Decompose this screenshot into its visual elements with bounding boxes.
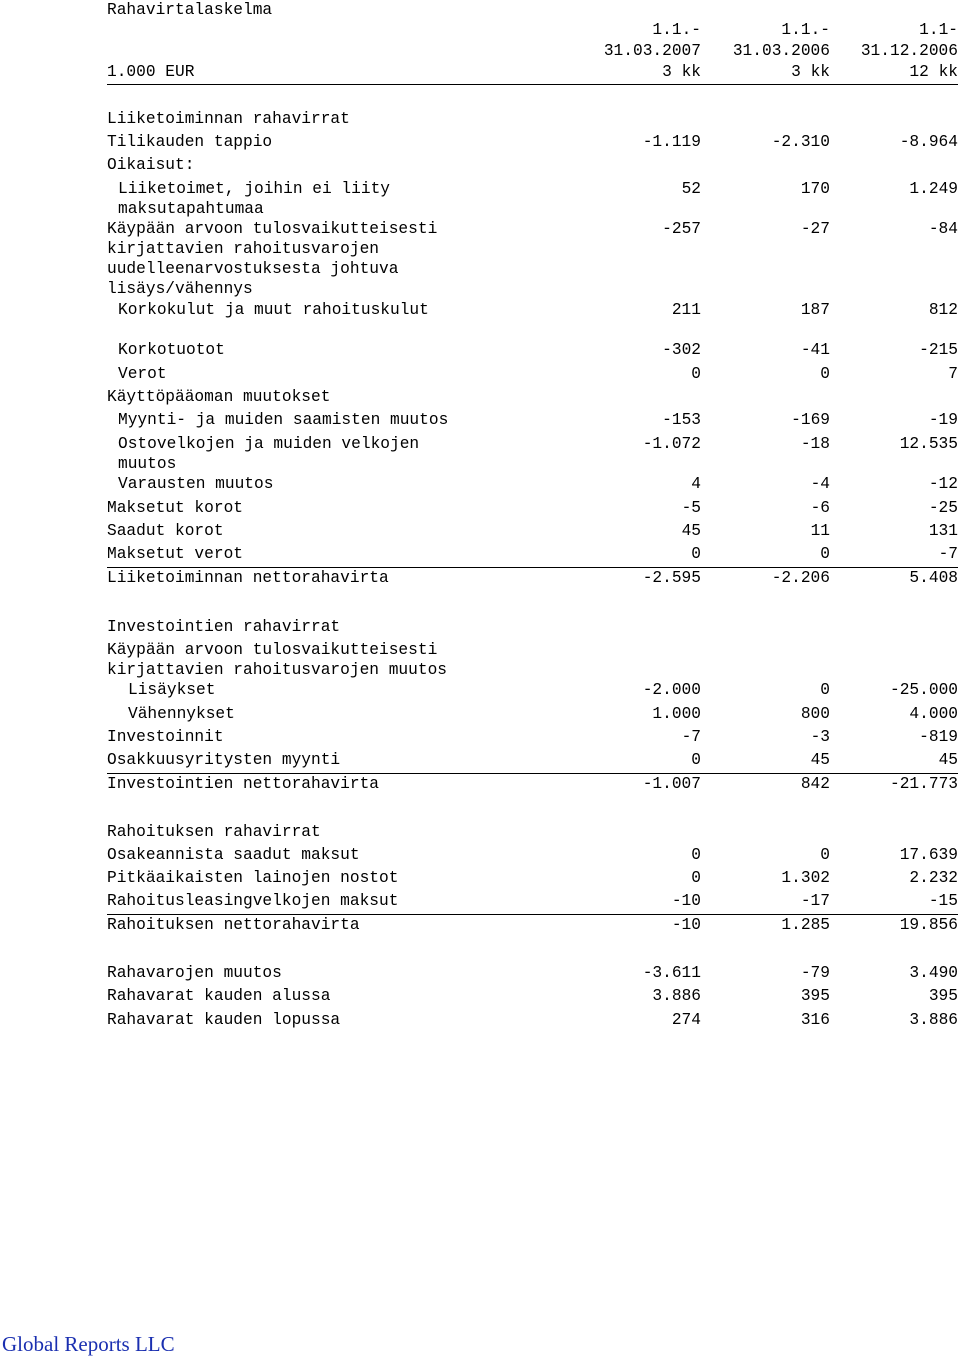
- row-value-q1-2006: -17: [701, 891, 830, 914]
- row-value-q1-2007: -1.119: [642, 133, 701, 151]
- row-value-fy-2006: 395: [928, 987, 958, 1005]
- row-value-q1-2007: 0: [691, 365, 701, 383]
- row-label: Investoinnit: [107, 728, 224, 746]
- row-value-fy-2006: 12.535: [899, 435, 958, 453]
- header-col3-line1: 1.1-: [919, 21, 958, 39]
- row-value-q1-2007: -2.000: [642, 681, 701, 699]
- total-label: Liiketoiminnan nettorahavirta: [107, 568, 389, 587]
- section-heading: Liiketoiminnan rahavirrat: [107, 110, 350, 128]
- row-value-q1-2007: -153: [662, 411, 701, 429]
- row-label: Korkotuotot: [118, 341, 225, 359]
- row-value-q1-2007: 0: [691, 846, 701, 864]
- header-col2-line3: 3 kk: [701, 62, 830, 84]
- row-label: Käypään arvoon tulosvaikutteisesti kirjattavien rahoitusvarojen uudelleenarvostuksesta johtuva lisäys/vähennys: [107, 220, 447, 298]
- row-label: Käyttöpääoman muutokset: [107, 388, 331, 406]
- total-value-q1-2006: -2.206: [771, 568, 830, 587]
- row-label: Varausten muutos: [118, 475, 274, 493]
- row-label: Verot: [118, 365, 167, 383]
- row-label: Osakeannista saadut maksut: [107, 846, 360, 864]
- total-value-q1-2007: -2.595: [642, 568, 701, 587]
- row-label: Liiketoimet, joihin ei liity maksutapahtumaa: [118, 180, 400, 218]
- row-value-fy-2006: -19: [928, 411, 958, 429]
- row-value-q1-2006: -2.310: [771, 133, 830, 151]
- section-heading: Rahoituksen rahavirrat: [107, 823, 321, 841]
- row-value-q1-2006: 0: [820, 365, 830, 383]
- row-value-fy-2006: 4.000: [909, 705, 958, 723]
- row-value-q1-2007: 274: [671, 1011, 701, 1029]
- total-value-q1-2007: -10: [671, 915, 701, 934]
- row-value-fy-2006: 812: [928, 301, 958, 319]
- row-value-q1-2006: 0: [701, 544, 830, 567]
- row-value-fy-2006: 45: [830, 750, 958, 773]
- row-value-q1-2006: -18: [800, 435, 830, 453]
- row-value-fy-2006: 3.886: [909, 1011, 958, 1029]
- total-label: Investointien nettorahavirta: [107, 774, 379, 793]
- header-col1-line1: 1.1.-: [652, 21, 701, 39]
- row-value-q1-2006: 800: [800, 705, 830, 723]
- row-value-q1-2007: 211: [671, 301, 701, 319]
- row-label: Käypään arvoon tulosvaikutteisesti kirjattavien rahoitusvarojen muutos: [107, 641, 447, 679]
- row-value-q1-2007: -257: [662, 220, 701, 238]
- row-value-q1-2006: 170: [800, 180, 830, 198]
- row-value-q1-2006: 395: [800, 987, 830, 1005]
- row-label: Myynti- ja muiden saamisten muutos: [118, 411, 449, 429]
- row-value-fy-2006: 1.249: [909, 180, 958, 198]
- header-col1-line2: 31.03.2007: [603, 42, 701, 60]
- row-value-q1-2006: -169: [791, 411, 830, 429]
- row-label: Lisäykset: [128, 681, 216, 699]
- unit-label: 1.000 EUR: [107, 62, 469, 84]
- row-value-q1-2007: -3.611: [642, 964, 701, 982]
- row-value-fy-2006: 17.639: [899, 846, 958, 864]
- total-value-q1-2007: -1.007: [642, 774, 701, 793]
- row-label: Rahavarojen muutos: [107, 964, 282, 982]
- total-value-fy-2006: -21.773: [890, 774, 958, 793]
- row-label: Saadut korot: [107, 522, 224, 540]
- row-value-q1-2007: 45: [681, 522, 701, 540]
- row-value-q1-2006: -27: [800, 220, 830, 238]
- row-label: Korkokulut ja muut rahoituskulut: [118, 301, 429, 319]
- row-label: Osakkuusyritysten myynti: [107, 750, 469, 773]
- row-value-fy-2006: 2.232: [909, 869, 958, 887]
- row-value-q1-2006: 316: [800, 1011, 830, 1029]
- row-value-q1-2006: 0: [820, 846, 830, 864]
- row-label: Rahavarat kauden alussa: [107, 987, 331, 1005]
- header-col1-line3: 3 kk: [469, 62, 701, 84]
- row-label: Vähennykset: [128, 705, 235, 723]
- row-value-fy-2006: -15: [830, 891, 958, 914]
- row-value-q1-2007: -10: [469, 891, 701, 914]
- row-label: Maksetut korot: [107, 499, 243, 517]
- cash-summary: [107, 963, 958, 1034]
- column-header: [107, 20, 958, 85]
- total-value-fy-2006: 19.856: [899, 915, 958, 934]
- row-value-fy-2006: -25.000: [890, 681, 958, 699]
- row-value-q1-2007: 3.886: [652, 987, 701, 1005]
- row-value-q1-2007: -7: [681, 728, 701, 746]
- statement-title: Rahavirtalaskelma: [107, 1, 273, 19]
- total-label: Rahoituksen nettorahavirta: [107, 915, 360, 934]
- investing-section: [107, 617, 958, 797]
- row-label: Pitkäaikaisten lainojen nostot: [107, 869, 399, 887]
- row-value-q1-2007: -302: [662, 341, 701, 359]
- section-heading: Investointien rahavirrat: [107, 618, 341, 636]
- row-value-q1-2006: -6: [810, 499, 830, 517]
- row-value-q1-2007: -1.072: [642, 435, 701, 453]
- row-value-q1-2006: 0: [820, 681, 830, 699]
- row-value-q1-2006: 45: [701, 750, 830, 773]
- row-value-q1-2007: 0: [469, 750, 701, 773]
- row-value-q1-2007: 0: [469, 544, 701, 567]
- row-label: Rahoitusleasingvelkojen maksut: [107, 891, 469, 914]
- header-col2-line2: 31.03.2006: [732, 42, 830, 60]
- row-value-fy-2006: -25: [928, 499, 958, 517]
- total-value-fy-2006: 5.408: [909, 568, 958, 587]
- row-label: Rahavarat kauden lopussa: [107, 1011, 341, 1029]
- financing-section: [107, 822, 958, 938]
- header-col3-line2: 31.12.2006: [860, 42, 958, 60]
- row-value-q1-2006: -79: [800, 964, 830, 982]
- row-value-fy-2006: 131: [928, 522, 958, 540]
- row-value-fy-2006: -215: [919, 341, 958, 359]
- row-value-fy-2006: -7: [830, 544, 958, 567]
- row-value-q1-2007: 4: [691, 475, 701, 493]
- row-label: Oikaisut:: [107, 156, 195, 174]
- footer-brand: Global Reports LLC: [2, 1332, 175, 1356]
- row-label: Tilikauden tappio: [107, 133, 273, 151]
- row-value-q1-2006: -41: [800, 341, 830, 359]
- row-value-fy-2006: -819: [919, 728, 958, 746]
- row-value-q1-2006: 187: [800, 301, 830, 319]
- row-label: Maksetut verot: [107, 544, 469, 567]
- row-value-q1-2007: 0: [691, 869, 701, 887]
- row-value-q1-2007: 1.000: [652, 705, 701, 723]
- row-value-fy-2006: -12: [928, 475, 958, 493]
- row-value-q1-2006: -3: [810, 728, 830, 746]
- row-value-fy-2006: 7: [948, 365, 958, 383]
- row-value-q1-2007: -5: [681, 499, 701, 517]
- row-value-fy-2006: -84: [928, 220, 958, 238]
- row-value-fy-2006: -8.964: [899, 133, 958, 151]
- row-value-q1-2006: -4: [810, 475, 830, 493]
- header-col2-line1: 1.1.-: [781, 21, 830, 39]
- row-value-q1-2007: 52: [681, 180, 701, 198]
- total-value-q1-2006: 842: [800, 774, 830, 793]
- header-col3-line3: 12 kk: [830, 62, 958, 84]
- row-label: Ostovelkojen ja muiden velkojen muutos: [118, 435, 429, 473]
- operating-section: [107, 109, 958, 591]
- row-value-q1-2006: 11: [810, 522, 830, 540]
- total-value-q1-2006: 1.285: [781, 915, 830, 934]
- row-value-q1-2006: 1.302: [781, 869, 830, 887]
- row-value-fy-2006: 3.490: [909, 964, 958, 982]
